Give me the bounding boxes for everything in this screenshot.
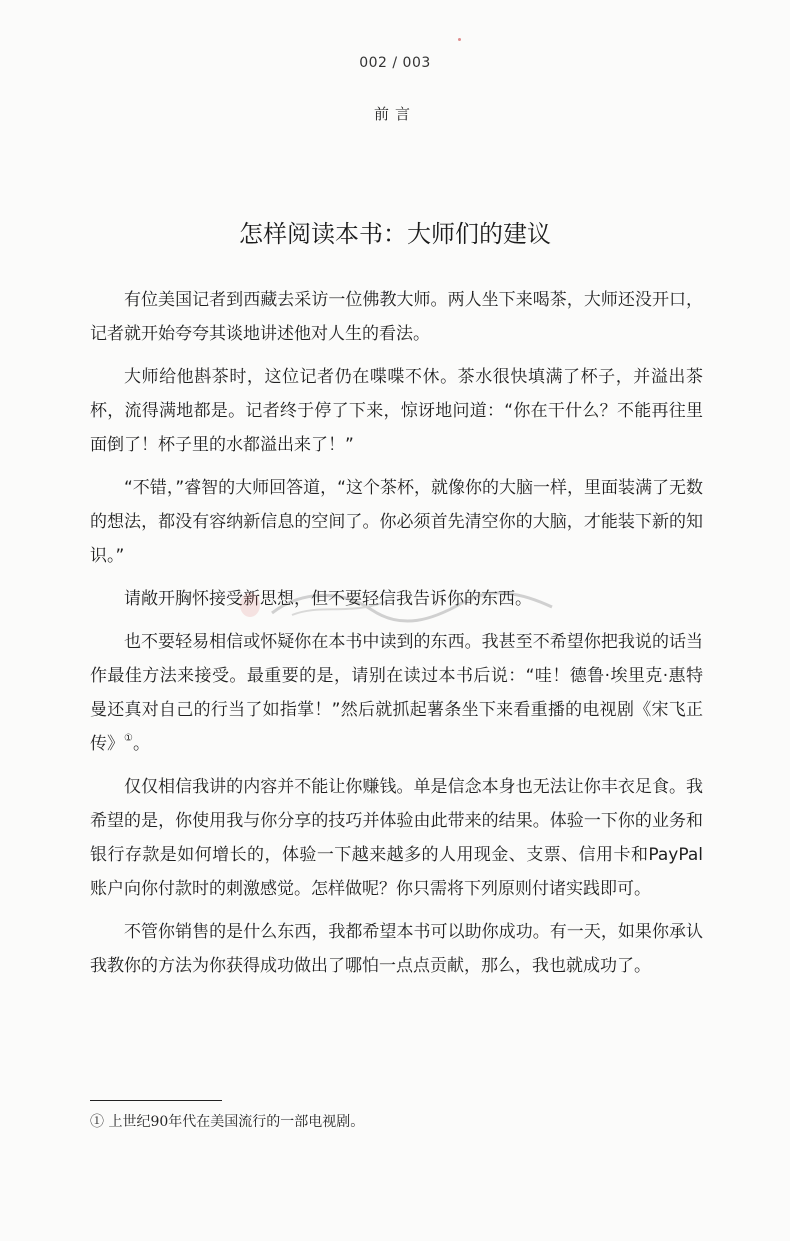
- paragraph: “不错，”睿智的大师回答道，“这个茶杯，就像你的大脑一样，里面装满了无数的想法，都没有容纳新信息的空间了。你必须首先清空你的大脑，才能装下新的知识。”: [90, 478, 703, 566]
- scan-speck: [458, 38, 461, 41]
- footnote-reference[interactable]: ①: [124, 733, 133, 744]
- paragraph: 大师给他斟茶时，这位记者仍在喋喋不休。茶水很快填满了杯子，并溢出茶杯，流得满地都是。记者终于停了下来，惊讶地问道：“你在干什么？不能再往里面倒了！杯子里的水都溢出来了！”: [90, 367, 703, 455]
- paragraph: 有位美国记者到西藏去采访一位佛教大师。两人坐下来喝茶，大师还没开口，记者就开始夸夸其谈地讲述他对人生的看法。: [90, 290, 703, 344]
- body-text: [90, 283, 703, 992]
- chapter-title: 怎样阅读本书：大师们的建议: [239, 220, 551, 248]
- paragraph-tail: 。: [132, 734, 150, 754]
- paragraph-text: 也不要轻易相信或怀疑你在本书中读到的东西。我甚至不希望你把我说的话当作最佳方法来接受。最重要的是，请别在读过本书后说：“哇！德鲁·埃里克·惠特曼还真对自己的行当了如指掌！”然后就抓起薯条坐下来看重播的电视剧《宋飞正传》: [90, 632, 703, 754]
- paragraph-with-footnote: [90, 625, 703, 761]
- paragraph: 仅仅相信我讲的内容并不能让你赚钱。单是信念本身也无法让你丰衣足食。我希望的是，你使用我与你分享的技巧并体验由此带来的结果。体验一下你的业务和银行存款是如何增长的，体验一下越来越多的人用现金、支票、信用卡和PayPal账户向你付款时的刺激感觉。怎样做呢？你只需将下列原则付诸实践即可。: [90, 777, 703, 899]
- paragraph: 不管你销售的是什么东西，我都希望本书可以助你成功。有一天，如果你承认我教你的方法为你获得成功做出了哪怕一点点贡献，那么，我也就成功了。: [90, 922, 703, 976]
- footnote-divider: [90, 1100, 222, 1101]
- paragraph: 请敞开胸怀接受新思想，但不要轻信我告诉你的东西。: [124, 589, 532, 609]
- section-label: 前言: [373, 105, 416, 123]
- footnote: ① 上世纪90年代在美国流行的一部电视剧。: [90, 1114, 365, 1130]
- page-number: 002 / 003: [359, 55, 431, 71]
